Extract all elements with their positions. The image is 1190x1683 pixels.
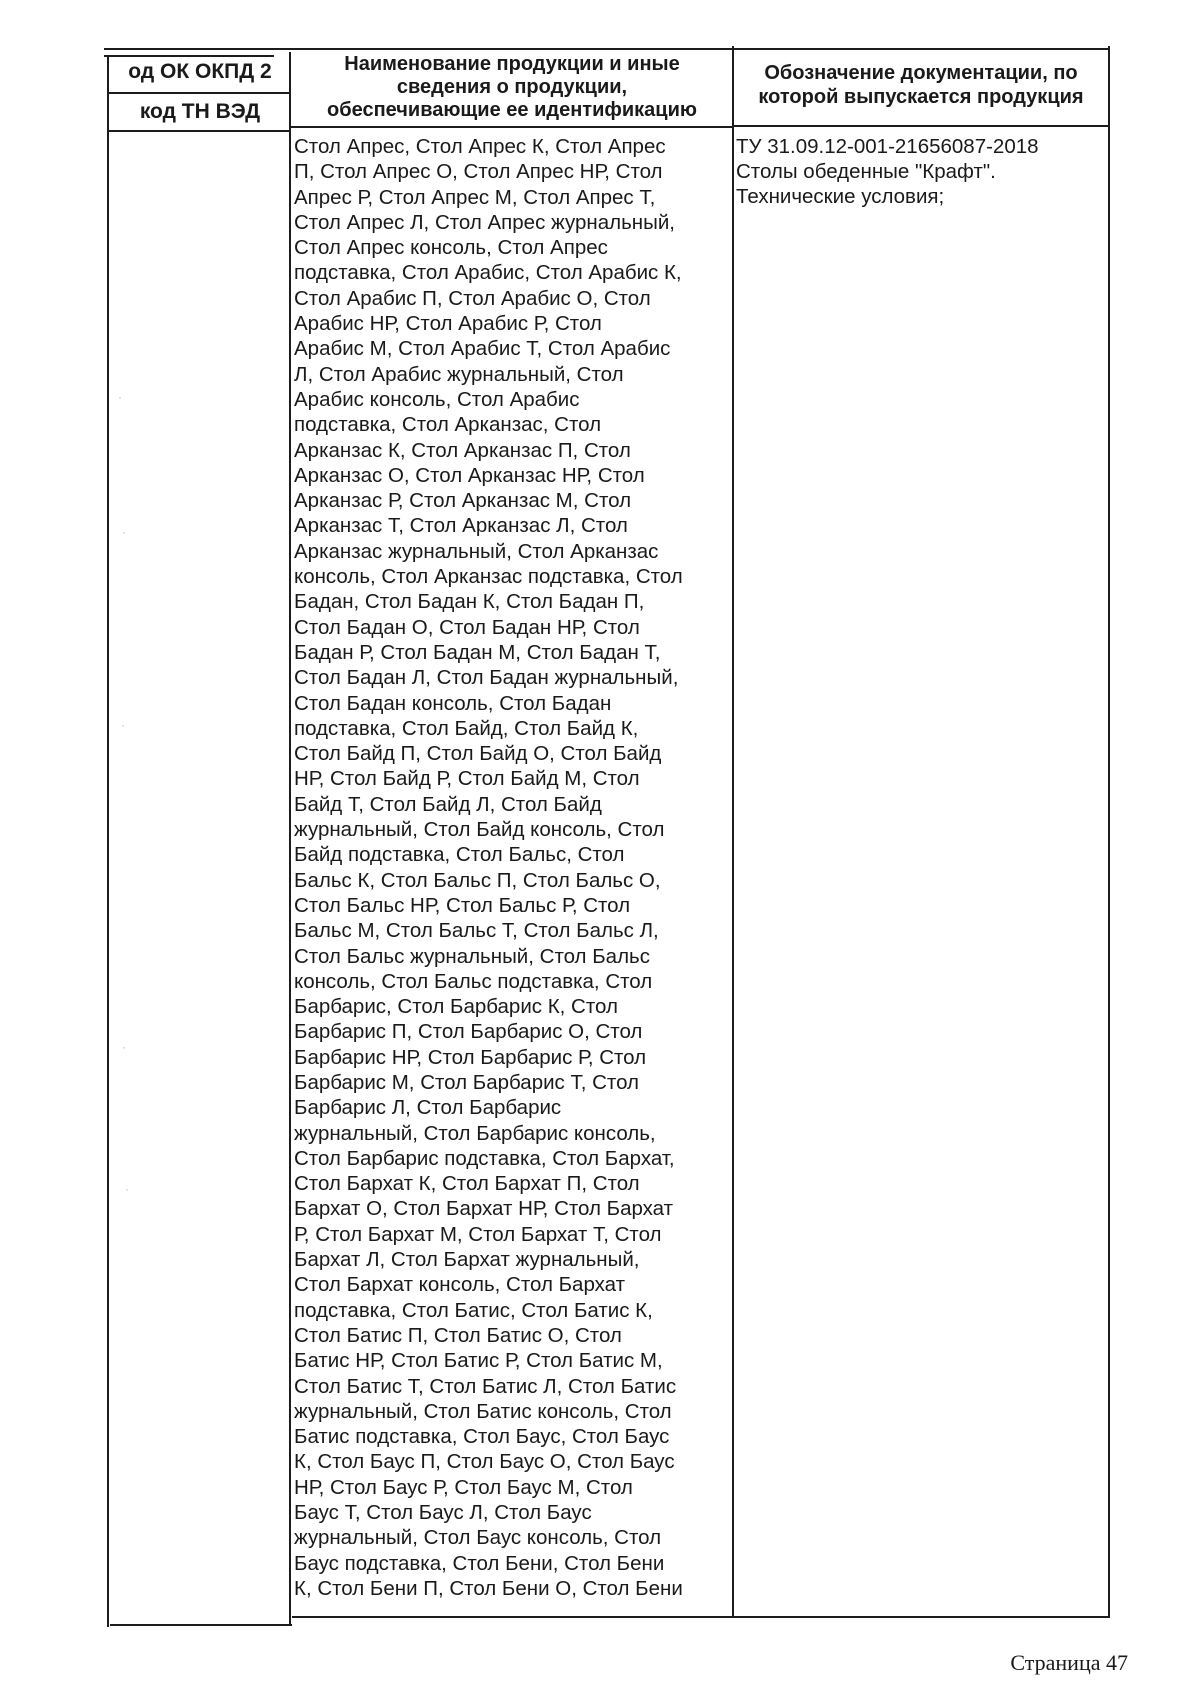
text-line: подставка, Стол Арканзас, Стол — [294, 413, 602, 437]
text-line: Стол Бадан О, Стол Бадан НР, Стол — [294, 615, 640, 639]
text-line: Бадан, Стол Бадан К, Стол Бадан П, — [294, 590, 645, 614]
text-line: К, Стол Баус П, Стол Баус О, Стол Баус — [294, 1450, 675, 1474]
text-line: Технические условия; — [736, 185, 945, 208]
text-line: Стол Бархат К, Стол Бархат П, Стол — [294, 1172, 640, 1196]
text-line: Барбарис П, Стол Барбарис О, Стол — [294, 1020, 643, 1044]
text-line: подставка, Стол Байд, Стол Байд К, — [294, 716, 639, 740]
table-border-left — [107, 55, 109, 1627]
scan-mark: · — [125, 1182, 129, 1196]
text-line: Стол Бальс журнальный, Стол Бальс — [294, 944, 650, 968]
header-bottom-middle — [291, 126, 733, 128]
header-bottom-left — [109, 130, 290, 132]
text-line: журнальный, Стол Баус консоль, Стол — [294, 1526, 662, 1550]
header-documentation-line: Обозначение документации, по — [764, 62, 1078, 84]
text-line: Баус Т, Стол Баус Л, Стол Баус — [294, 1501, 592, 1525]
text-line: Арканзас Р, Стол Арканзас М, Стол — [294, 489, 632, 513]
text-line: Барбарис НР, Стол Барбарис Р, Стол — [294, 1045, 647, 1069]
text-line: Стол Батис Т, Стол Батис Л, Стол Батис — [294, 1374, 677, 1398]
page-number: Страница 47 — [1010, 1650, 1128, 1675]
table-border-bottom-right — [292, 1616, 1110, 1618]
table-border-top — [104, 48, 1110, 50]
text-line: консоль, Стол Арканзас подставка, Стол — [294, 565, 683, 589]
text-line: Стол Барбарис подставка, Стол Бархат, — [294, 1146, 675, 1170]
header-product-name-line: Наименование продукции и иные — [344, 53, 680, 75]
text-line: Р, Стол Бархат М, Стол Бархат Т, Стол — [294, 1222, 662, 1246]
header-code-okpd2: од ОК ОКПД 2 — [128, 60, 272, 83]
header-product-name-line: сведения о продукции, — [396, 76, 628, 98]
text-line: журнальный, Стол Барбарис консоль, — [294, 1121, 656, 1145]
text-line: Стол Апрес Л, Стол Апрес журнальный, — [294, 210, 675, 234]
text-line: Барбарис, Стол Барбарис К, Стол — [294, 995, 618, 1019]
text-line: Стол Бальс НР, Стол Бальс Р, Стол — [294, 893, 631, 917]
text-line: подставка, Стол Арабис, Стол Арабис К, — [294, 261, 682, 285]
text-line: Арканзас Т, Стол Арканзас Л, Стол — [294, 514, 628, 538]
text-line: К, Стол Бени П, Стол Бени О, Стол Бени — [294, 1576, 683, 1600]
text-line: Барбарис Л, Стол Барбарис — [294, 1096, 562, 1120]
scan-mark: · — [122, 525, 126, 539]
table-border-right — [1108, 46, 1110, 1616]
scan-mark: · — [118, 390, 122, 404]
text-line: Стол Апрес, Стол Апрес К, Стол Апрес — [294, 135, 666, 158]
text-line: Бархат О, Стол Бархат НР, Стол Бархат — [294, 1197, 674, 1221]
text-line: ТУ 31.09.12-001-21656087-2018 — [736, 135, 1039, 158]
text-line: Барбарис М, Стол Барбарис Т, Стол — [294, 1070, 640, 1094]
text-line: Арканзас О, Стол Арканзас НР, Стол — [294, 463, 645, 487]
header-bottom-right — [734, 125, 1109, 127]
text-line: консоль, Стол Бальс подставка, Стол — [294, 969, 653, 993]
text-line: Стол Бадан консоль, Стол Бадан — [294, 691, 612, 715]
text-line: Бальс К, Стол Бальс П, Стол Бальс О, — [294, 868, 661, 892]
table-border-top-left — [104, 55, 274, 57]
text-line: Столы обеденные "Крафт". — [736, 160, 996, 183]
text-line: НР, Стол Байд Р, Стол Байд М, Стол — [294, 767, 640, 791]
text-line: Батис НР, Стол Батис Р, Стол Батис М, — [294, 1349, 663, 1373]
text-line: Стол Батис П, Стол Батис О, Стол — [294, 1323, 622, 1347]
header-documentation-line: которой выпускается продукция — [758, 86, 1084, 108]
text-line: П, Стол Апрес О, Стол Апрес НР, Стол — [294, 160, 663, 184]
text-line: Л, Стол Арабис журнальный, Стол — [294, 362, 624, 386]
scan-mark: · — [122, 1040, 126, 1054]
text-line: Бальс М, Стол Бальс Т, Стол Бальс Л, — [294, 919, 659, 943]
header-documentation — [734, 61, 1108, 109]
text-line: журнальный, Стол Байд консоль, Стол — [294, 818, 665, 842]
column-divider-2 — [732, 46, 734, 1618]
text-line: Арканзас К, Стол Арканзас П, Стол — [294, 438, 631, 462]
header-product-name-line: обеспечивающие ее идентификацию — [327, 99, 697, 121]
text-line: Арабис М, Стол Арабис Т, Стол Арабис — [294, 337, 671, 361]
scan-mark: · — [121, 718, 125, 732]
column-divider-1 — [289, 52, 291, 1626]
product-name-cell — [294, 134, 730, 1601]
text-line: Байд подставка, Стол Бальс, Стол — [294, 843, 625, 867]
header-divider-left — [109, 92, 290, 94]
documentation-cell — [736, 134, 1106, 209]
text-line: Апрес Р, Стол Апрес М, Стол Апрес Т, — [294, 185, 656, 209]
text-line: НР, Стол Баус Р, Стол Баус М, Стол — [294, 1475, 633, 1499]
text-line: Бадан Р, Стол Бадан М, Стол Бадан Т, — [294, 640, 661, 664]
text-line: Байд Т, Стол Байд Л, Стол Байд — [294, 792, 602, 816]
text-line: Стол Байд П, Стол Байд О, Стол Байд — [294, 742, 662, 766]
text-line: подставка, Стол Батис, Стол Батис К, — [294, 1298, 653, 1322]
header-code-tnved: код ТН ВЭД — [139, 100, 261, 123]
text-line: Стол Бадан Л, Стол Бадан журнальный, — [294, 666, 679, 690]
text-line: Стол Апрес консоль, Стол Апрес — [294, 236, 608, 260]
text-line: Баус подставка, Стол Бени, Стол Бени — [294, 1551, 665, 1575]
text-line: Стол Бархат консоль, Стол Бархат — [294, 1273, 625, 1297]
text-line: Бархат Л, Стол Бархат журнальный, — [294, 1248, 640, 1272]
text-line: журнальный, Стол Батис консоль, Стол — [294, 1399, 672, 1423]
text-line: Батис подставка, Стол Баус, Стол Баус — [294, 1425, 670, 1449]
header-product-name — [291, 53, 733, 122]
text-line: Арабис НР, Стол Арабис Р, Стол — [294, 312, 602, 336]
text-line: Стол Арабис П, Стол Арабис О, Стол — [294, 286, 651, 310]
text-line: Арканзас журнальный, Стол Арканзас — [294, 539, 659, 563]
table-border-bottom — [110, 1624, 292, 1626]
text-line: Арабис консоль, Стол Арабис — [294, 387, 580, 411]
